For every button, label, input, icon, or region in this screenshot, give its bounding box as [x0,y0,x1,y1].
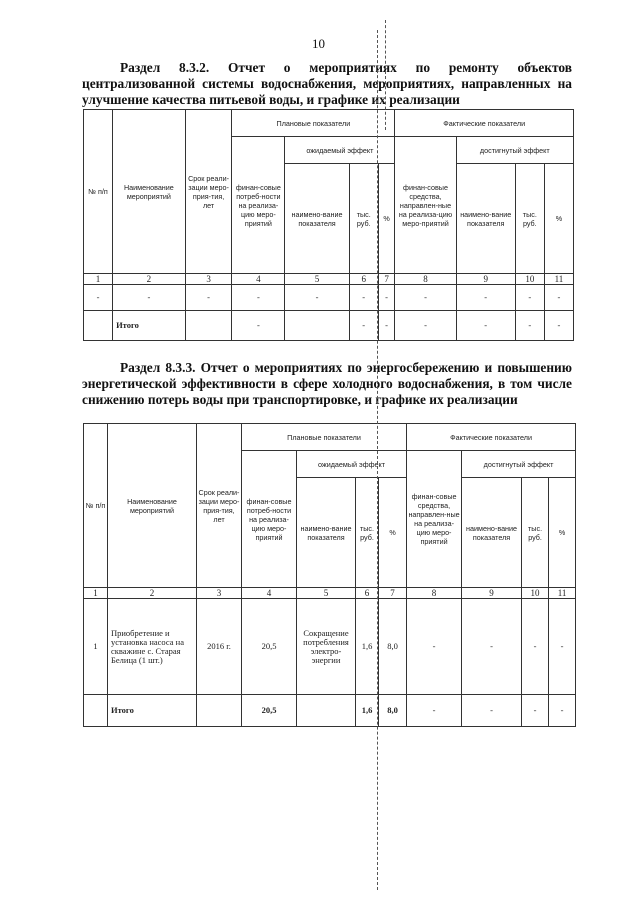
header-thous-rub: тыс. руб. [349,164,378,274]
header-percent: % [549,478,576,588]
header-actual: Фактические показатели [407,424,576,451]
header-fin-need: финан-совые потреб-ности на реализа-цию меро-приятий [232,137,285,274]
column-number-row [84,588,576,599]
cell: - [185,285,232,311]
cell: - [462,695,522,727]
cell: - [84,285,113,311]
col-number: 5 [297,588,356,599]
col-number: 2 [113,274,186,285]
cell: - [462,599,522,695]
header-thous-rub: тыс. руб. [522,478,549,588]
col-number: 4 [242,588,297,599]
header-fin-need: финан-совые потреб-ности на реализа-цию меро-приятий [242,451,297,588]
header-thous-rub: тыс. руб. [356,478,379,588]
col-number: 6 [349,274,378,285]
header-fin-spent: финан-совые средства, направлен-ные на реализа-цию меро-приятий [395,137,456,274]
table-row [84,285,574,311]
col-number: 11 [549,588,576,599]
cell-name: Приобретение и установка насоса на скважине с. Старая Белица (1 шт.) [108,599,197,695]
cell: - [113,285,186,311]
header-achieved-effect: достигнутый эффект [462,451,576,478]
col-number: 8 [407,588,462,599]
table-8-3-3 [83,423,576,727]
header-fin-spent: финан-совые средства, направлен-ные на реализа-цию меро-приятий [407,451,462,588]
cell [285,311,349,341]
header-num: № п/п [84,110,113,274]
cell [84,695,108,727]
cell: - [456,285,515,311]
cell-thous: 1,6 [356,599,379,695]
page-number: 10 [312,36,325,51]
header-thous-rub: тыс. руб. [515,164,544,274]
table-row [84,599,576,695]
header-achieved-effect: достигнутый эффект [456,137,573,164]
col-number: 1 [84,588,108,599]
header-indicator: наимено-вание показателя [462,478,522,588]
col-number: 7 [378,274,395,285]
cell-fin-need: 20,5 [242,599,297,695]
col-number: 8 [395,274,456,285]
cell [84,311,113,341]
section-8-3-3-title: Раздел 8.3.3. Отчет о мероприятиях по энергосбережению и повышению энергетической эффективности в сфере холодного водоснабжения, в том числе снижению потерь воды при транспортировке, и графике их реализации [82,360,572,407]
cell-term: 2016 г. [197,599,242,695]
cell: - [285,285,349,311]
col-number: 3 [197,588,242,599]
col-number: 1 [84,274,113,285]
header-percent: % [378,164,395,274]
cell: - [232,311,285,341]
col-number: 10 [515,274,544,285]
total-row [84,695,576,727]
cell-pct-total: 8,0 [379,695,407,727]
cell-pct: 8,0 [379,599,407,695]
cell: - [456,311,515,341]
header-name: Наименование мероприятий [113,110,186,274]
total-label: Итого [113,311,186,341]
cell: - [395,285,456,311]
cell: - [549,695,576,727]
cell-fin-need-total: 20,5 [242,695,297,727]
cell [185,311,232,341]
header-indicator: наимено-вание показателя [297,478,356,588]
header-expected-effect: ожидаемый эффект [285,137,395,164]
header-actual: Фактические показатели [395,110,574,137]
col-number: 9 [462,588,522,599]
cell: - [544,285,573,311]
cell: - [522,695,549,727]
header-term: Срок реали-зации меро-прия-тия, лет [197,424,242,588]
header-planned: Плановые показатели [232,110,395,137]
col-number: 6 [356,588,379,599]
cell: - [549,599,576,695]
scan-fold-line [385,20,386,130]
total-row [84,311,574,341]
cell: - [544,311,573,341]
header-indicator: наимено-вание показателя [285,164,349,274]
header-planned: Плановые показатели [242,424,407,451]
cell: - [522,599,549,695]
cell-thous-total: 1,6 [356,695,379,727]
header-name: Наименование мероприятий [108,424,197,588]
cell: - [378,311,395,341]
column-number-row [84,274,574,285]
cell: - [232,285,285,311]
cell [197,695,242,727]
col-number: 4 [232,274,285,285]
cell: - [407,695,462,727]
col-number: 11 [544,274,573,285]
header-term: Срок реали-зации меро-прия-тия, лет [185,110,232,274]
col-number: 7 [379,588,407,599]
cell: - [378,285,395,311]
cell: - [407,599,462,695]
header-expected-effect: ожидаемый эффект [297,451,407,478]
col-number: 2 [108,588,197,599]
header-num: № п/п [84,424,108,588]
total-label: Итого [108,695,197,727]
header-percent: % [379,478,407,588]
cell: - [515,285,544,311]
cell: - [349,285,378,311]
table-8-3-2 [83,109,574,341]
cell: - [349,311,378,341]
cell-num: 1 [84,599,108,695]
cell-indicator: Сокращение потребления электро-энергии [297,599,356,695]
col-number: 9 [456,274,515,285]
scan-fold-line [377,30,378,890]
cell [297,695,356,727]
section-8-3-2-title: Раздел 8.3.2. Отчет о мероприятиях по ремонту объектов централизованной системы водоснабжения, мероприятиях, направленных на улучшение качества питьевой воды, и графике их реализации [82,60,572,107]
cell: - [515,311,544,341]
cell: - [395,311,456,341]
col-number: 3 [185,274,232,285]
col-number: 5 [285,274,349,285]
header-percent: % [544,164,573,274]
header-indicator: наимено-вание показателя [456,164,515,274]
col-number: 10 [522,588,549,599]
